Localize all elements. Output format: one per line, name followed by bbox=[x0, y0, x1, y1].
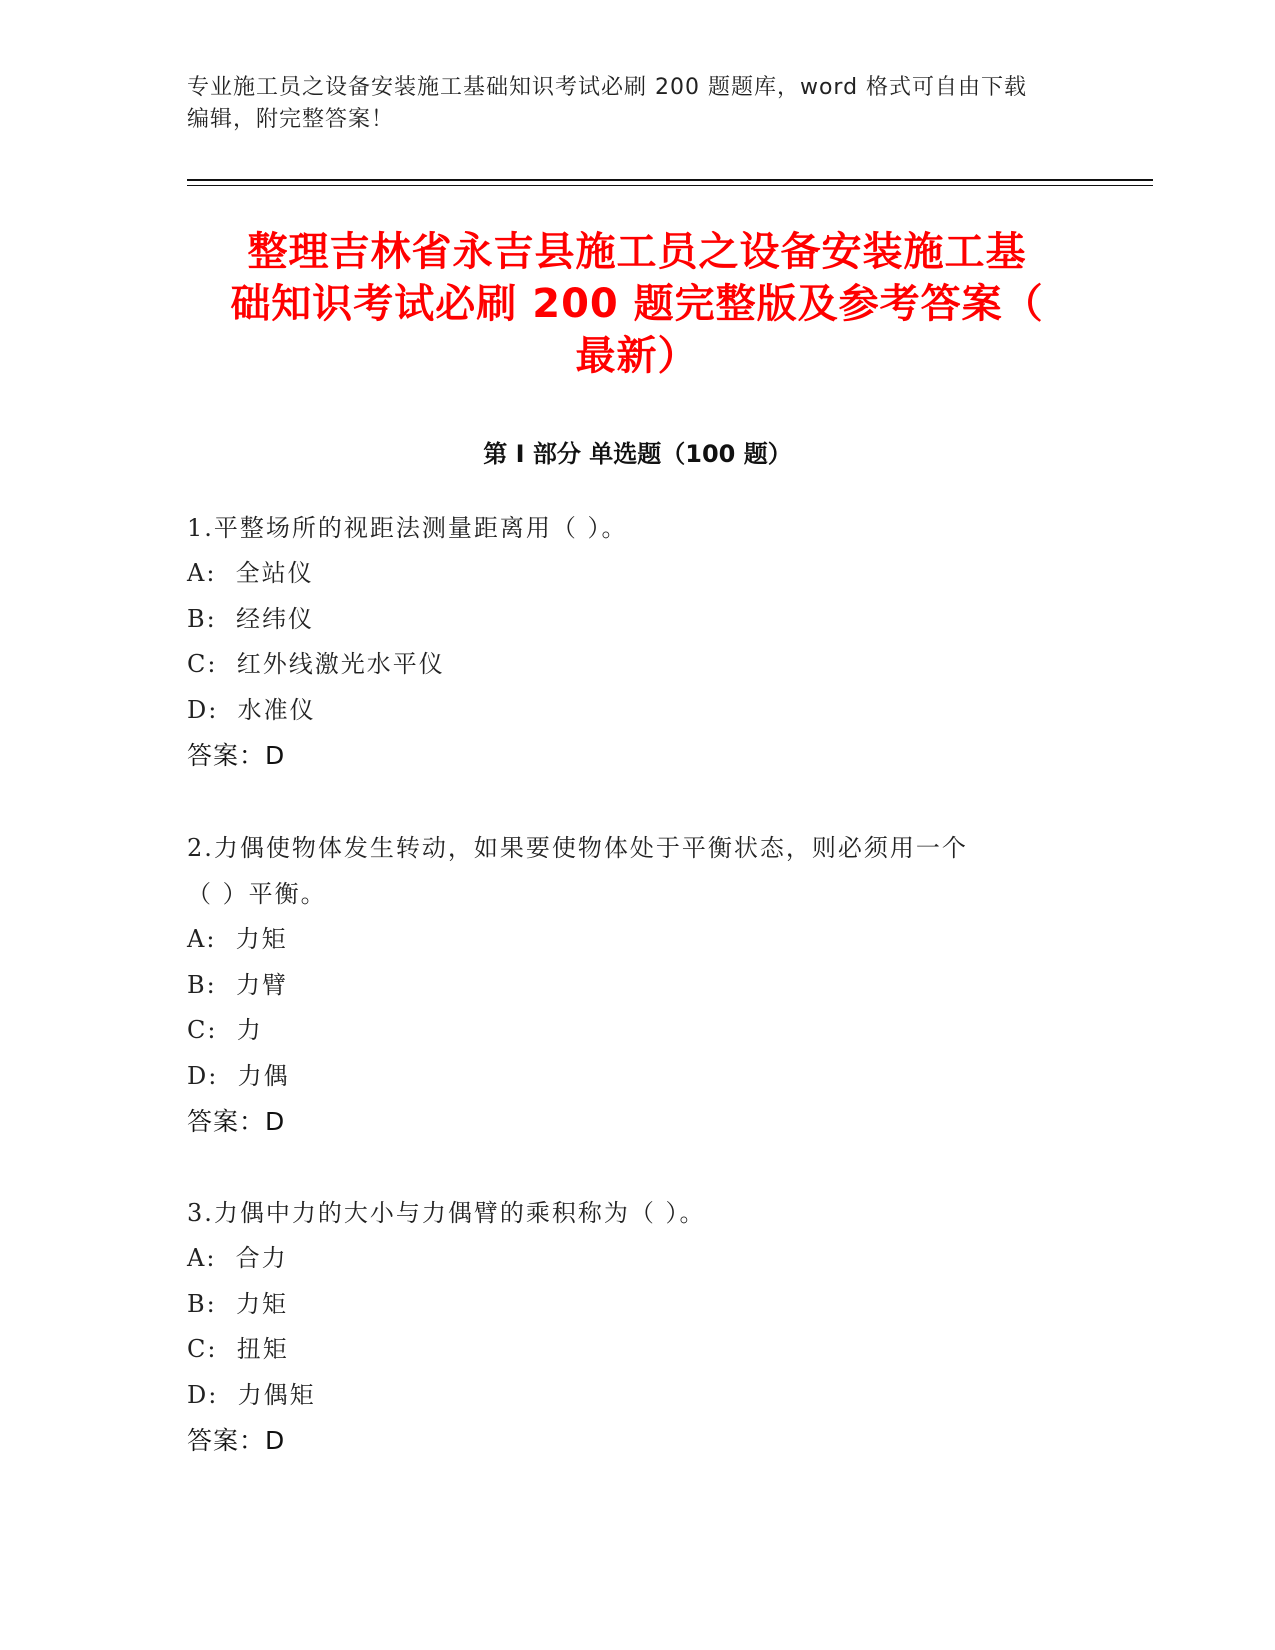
header-divider-thin bbox=[187, 185, 1153, 186]
question-3-option-d: D: 力偶矩 bbox=[187, 1380, 316, 1409]
question-3-option-b: B: 力矩 bbox=[187, 1289, 288, 1318]
document-header-note bbox=[187, 72, 1067, 136]
question-1-option-b: B: 经纬仪 bbox=[187, 604, 314, 633]
header-divider-thick bbox=[187, 179, 1153, 181]
question-2-answer: 答案：D bbox=[187, 1107, 286, 1136]
question-3-stem: 3.力偶中力的大小与力偶臂的乘积称为（ ）。 bbox=[187, 1199, 706, 1227]
question-1-stem: 1.平整场所的视距法测量距离用（ ）。 bbox=[187, 514, 628, 542]
question-1-answer: 答案：D bbox=[187, 741, 286, 770]
question-1-option-a: A: 全站仪 bbox=[187, 559, 314, 587]
question-2-option-b: B: 力臂 bbox=[187, 970, 288, 999]
question-2 bbox=[187, 825, 1087, 1145]
question-3-answer: 答案：D bbox=[187, 1426, 286, 1455]
header-note-line-2: 编辑，附完整答案！ bbox=[187, 107, 395, 132]
question-3 bbox=[187, 1190, 1087, 1464]
section-heading: 第 I 部分 单选题（100 题） bbox=[483, 440, 792, 468]
header-note-line-1: 专业施工员之设备安装施工基础知识考试必刷 200 题题库，word 格式可自由下载 bbox=[187, 75, 1028, 100]
question-1 bbox=[187, 505, 1087, 779]
question-3-option-c: C: 扭矩 bbox=[187, 1335, 289, 1363]
document-title bbox=[187, 226, 1087, 382]
title-line-3: 最新） bbox=[575, 333, 699, 379]
question-2-option-d: D: 力偶 bbox=[187, 1061, 290, 1090]
question-1-option-c: C: 红外线激光水平仪 bbox=[187, 650, 445, 678]
question-3-option-a: A: 合力 bbox=[187, 1244, 288, 1272]
question-2-stem-line-1: 2.力偶使物体发生转动，如果要使物体处于平衡状态，则必须用一个 bbox=[187, 834, 968, 862]
question-2-stem-line-2: （ ）平衡。 bbox=[187, 880, 327, 908]
question-2-option-c: C: 力 bbox=[187, 1016, 263, 1044]
question-2-option-a: A: 力矩 bbox=[187, 925, 288, 953]
title-line-1: 整理吉林省永吉县施工员之设备安装施工基 bbox=[247, 229, 1027, 275]
title-line-2: 础知识考试必刷 200 题完整版及参考答案（ bbox=[230, 281, 1044, 327]
question-1-option-d: D: 水准仪 bbox=[187, 695, 316, 724]
